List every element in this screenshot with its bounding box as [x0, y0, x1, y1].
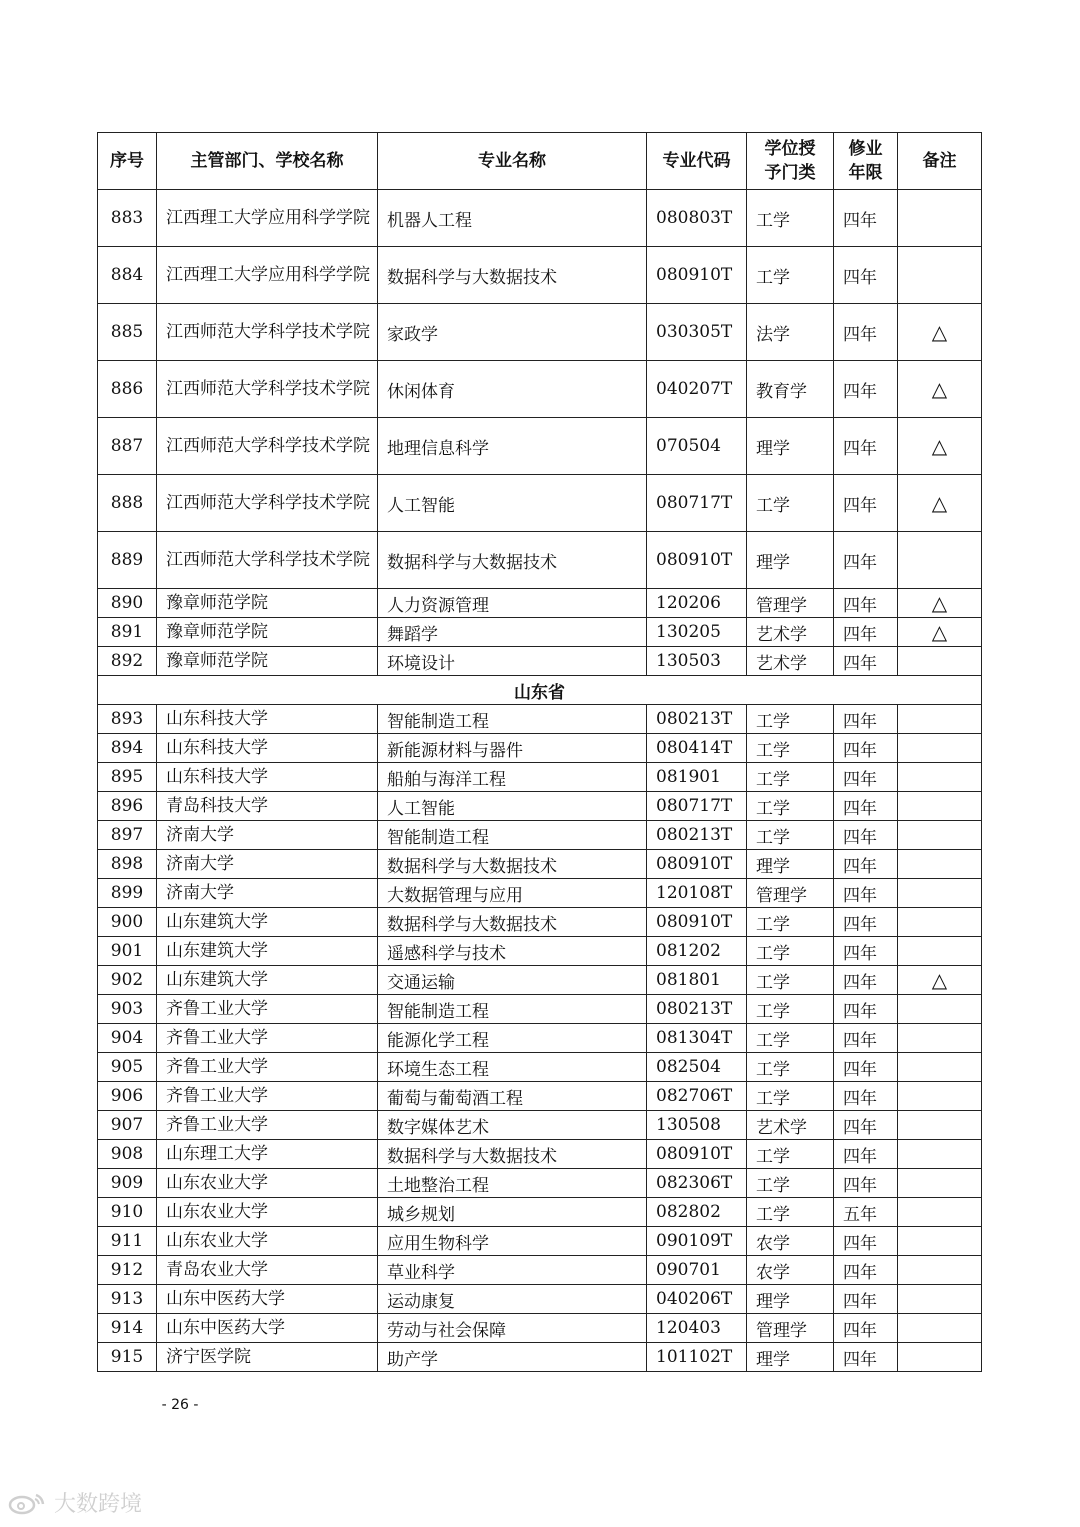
degree-category: 理学	[747, 532, 834, 589]
study-years: 四年	[834, 361, 898, 418]
major-name: 能源化学工程	[378, 1024, 647, 1053]
major-name: 家政学	[378, 304, 647, 361]
study-years: 四年	[834, 734, 898, 763]
table-row	[98, 1053, 982, 1082]
degree-category: 农学	[747, 1256, 834, 1285]
major-code: 080717T	[647, 475, 747, 532]
major-name: 城乡规划	[378, 1198, 647, 1227]
row-number: 892	[98, 647, 157, 676]
table-row	[98, 190, 982, 247]
row-number: 905	[98, 1053, 157, 1082]
school-name: 山东建筑大学	[157, 966, 378, 995]
school-name: 豫章师范学院	[157, 647, 378, 676]
school-name: 山东建筑大学	[157, 937, 378, 966]
degree-category: 教育学	[747, 361, 834, 418]
table-row	[98, 734, 982, 763]
school-name: 江西师范大学科学技术学院	[157, 475, 378, 532]
major-name: 智能制造工程	[378, 821, 647, 850]
row-number: 891	[98, 618, 157, 647]
table-row	[98, 1227, 982, 1256]
major-code: 080910T	[647, 1140, 747, 1169]
col-header-no: 序号	[98, 133, 157, 190]
remark	[898, 1111, 982, 1140]
remark	[898, 647, 982, 676]
table-row	[98, 763, 982, 792]
col-header-note: 备注	[898, 133, 982, 190]
major-name: 船舶与海洋工程	[378, 763, 647, 792]
school-name: 山东农业大学	[157, 1169, 378, 1198]
table-row	[98, 361, 982, 418]
school-name: 江西师范大学科学技术学院	[157, 418, 378, 475]
major-code: 082504	[647, 1053, 747, 1082]
table-row	[98, 1140, 982, 1169]
remark	[898, 792, 982, 821]
remark	[898, 1169, 982, 1198]
degree-category: 工学	[747, 1024, 834, 1053]
major-code: 080910T	[647, 850, 747, 879]
major-code: 081901	[647, 763, 747, 792]
study-years: 四年	[834, 966, 898, 995]
major-code: 080213T	[647, 705, 747, 734]
school-name: 山东科技大学	[157, 734, 378, 763]
degree-category: 工学	[747, 190, 834, 247]
school-name: 江西师范大学科学技术学院	[157, 361, 378, 418]
row-number: 914	[98, 1314, 157, 1343]
remark	[898, 821, 982, 850]
row-number: 900	[98, 908, 157, 937]
study-years: 四年	[834, 1024, 898, 1053]
degree-category: 管理学	[747, 1314, 834, 1343]
row-number: 906	[98, 1082, 157, 1111]
study-years: 四年	[834, 475, 898, 532]
school-name: 青岛科技大学	[157, 792, 378, 821]
major-name: 环境生态工程	[378, 1053, 647, 1082]
school-name: 齐鲁工业大学	[157, 1024, 378, 1053]
table-row	[98, 792, 982, 821]
study-years: 四年	[834, 908, 898, 937]
degree-category: 工学	[747, 908, 834, 937]
major-code: 040206T	[647, 1285, 747, 1314]
major-name: 劳动与社会保障	[378, 1314, 647, 1343]
major-name: 人工智能	[378, 792, 647, 821]
remark	[898, 879, 982, 908]
remark: △	[898, 589, 982, 618]
row-number: 909	[98, 1169, 157, 1198]
remark	[898, 705, 982, 734]
school-name: 山东中医药大学	[157, 1285, 378, 1314]
major-name: 数据科学与大数据技术	[378, 850, 647, 879]
row-number: 912	[98, 1256, 157, 1285]
remark	[898, 1285, 982, 1314]
table-row	[98, 705, 982, 734]
study-years: 四年	[834, 1343, 898, 1372]
major-name: 遥感科学与技术	[378, 937, 647, 966]
table-row	[98, 475, 982, 532]
school-name: 山东建筑大学	[157, 908, 378, 937]
remark: △	[898, 304, 982, 361]
major-name: 智能制造工程	[378, 995, 647, 1024]
major-code: 080910T	[647, 532, 747, 589]
school-name: 山东农业大学	[157, 1227, 378, 1256]
study-years: 四年	[834, 1169, 898, 1198]
major-code: 080213T	[647, 995, 747, 1024]
remark	[898, 1082, 982, 1111]
row-number: 898	[98, 850, 157, 879]
row-number: 894	[98, 734, 157, 763]
study-years: 四年	[834, 1285, 898, 1314]
major-code: 090701	[647, 1256, 747, 1285]
major-name: 数据科学与大数据技术	[378, 1140, 647, 1169]
study-years: 四年	[834, 418, 898, 475]
table-row	[98, 995, 982, 1024]
degree-category: 工学	[747, 1169, 834, 1198]
study-years: 四年	[834, 1256, 898, 1285]
study-years: 四年	[834, 1314, 898, 1343]
table-row	[98, 1024, 982, 1053]
row-number: 887	[98, 418, 157, 475]
remark: △	[898, 361, 982, 418]
degree-category: 管理学	[747, 879, 834, 908]
school-name: 江西师范大学科学技术学院	[157, 532, 378, 589]
school-name: 济宁医学院	[157, 1343, 378, 1372]
school-name: 齐鲁工业大学	[157, 1053, 378, 1082]
remark	[898, 1140, 982, 1169]
remark	[898, 908, 982, 937]
study-years: 四年	[834, 1053, 898, 1082]
major-name: 数据科学与大数据技术	[378, 247, 647, 304]
table-row	[98, 966, 982, 995]
school-name: 江西师范大学科学技术学院	[157, 304, 378, 361]
degree-category: 工学	[747, 966, 834, 995]
row-number: 913	[98, 1285, 157, 1314]
major-code: 090109T	[647, 1227, 747, 1256]
school-name: 山东科技大学	[157, 763, 378, 792]
school-name: 江西理工大学应用科学学院	[157, 247, 378, 304]
study-years: 四年	[834, 1227, 898, 1256]
table-row	[98, 1198, 982, 1227]
major-code: 040207T	[647, 361, 747, 418]
col-header-code: 专业代码	[647, 133, 747, 190]
header-row	[98, 133, 982, 190]
major-name: 环境设计	[378, 647, 647, 676]
watermark-text: 大数跨境	[54, 1492, 143, 1517]
major-name: 运动康复	[378, 1285, 647, 1314]
major-code: 120206	[647, 589, 747, 618]
remark	[898, 247, 982, 304]
study-years: 四年	[834, 821, 898, 850]
remark	[898, 1256, 982, 1285]
row-number: 908	[98, 1140, 157, 1169]
col-header-school: 主管部门、学校名称	[157, 133, 378, 190]
major-name: 智能制造工程	[378, 705, 647, 734]
row-number: 893	[98, 705, 157, 734]
province-row	[98, 676, 982, 705]
table-row	[98, 937, 982, 966]
degree-category: 工学	[747, 1053, 834, 1082]
row-number: 899	[98, 879, 157, 908]
table-row	[98, 418, 982, 475]
study-years: 四年	[834, 705, 898, 734]
major-name: 葡萄与葡萄酒工程	[378, 1082, 647, 1111]
degree-category: 艺术学	[747, 1111, 834, 1140]
study-years: 四年	[834, 589, 898, 618]
col-header-major: 专业名称	[378, 133, 647, 190]
major-code: 120403	[647, 1314, 747, 1343]
major-code: 080213T	[647, 821, 747, 850]
major-code: 082802	[647, 1198, 747, 1227]
row-number: 901	[98, 937, 157, 966]
major-code: 030305T	[647, 304, 747, 361]
school-name: 齐鲁工业大学	[157, 1111, 378, 1140]
row-number: 886	[98, 361, 157, 418]
major-name: 新能源材料与器件	[378, 734, 647, 763]
remark	[898, 1227, 982, 1256]
degree-category: 理学	[747, 1285, 834, 1314]
study-years: 四年	[834, 1082, 898, 1111]
study-years: 五年	[834, 1198, 898, 1227]
degree-category: 艺术学	[747, 618, 834, 647]
study-years: 四年	[834, 1140, 898, 1169]
remark	[898, 1314, 982, 1343]
row-number: 889	[98, 532, 157, 589]
study-years: 四年	[834, 647, 898, 676]
row-number: 903	[98, 995, 157, 1024]
major-name: 大数据管理与应用	[378, 879, 647, 908]
study-years: 四年	[834, 763, 898, 792]
major-name: 应用生物科学	[378, 1227, 647, 1256]
remark	[898, 763, 982, 792]
study-years: 四年	[834, 247, 898, 304]
row-number: 897	[98, 821, 157, 850]
remark	[898, 850, 982, 879]
major-code: 081202	[647, 937, 747, 966]
major-code: 080910T	[647, 247, 747, 304]
row-number: 883	[98, 190, 157, 247]
table-row	[98, 647, 982, 676]
col-header-degree: 学位授 予门类	[747, 133, 834, 190]
major-code: 081801	[647, 966, 747, 995]
degree-category: 工学	[747, 995, 834, 1024]
table-row	[98, 1343, 982, 1372]
remark	[898, 190, 982, 247]
degree-category: 工学	[747, 821, 834, 850]
table-row	[98, 821, 982, 850]
study-years: 四年	[834, 995, 898, 1024]
major-name: 机器人工程	[378, 190, 647, 247]
study-years: 四年	[834, 792, 898, 821]
major-name: 草业科学	[378, 1256, 647, 1285]
major-name: 数据科学与大数据技术	[378, 908, 647, 937]
row-number: 907	[98, 1111, 157, 1140]
remark: △	[898, 618, 982, 647]
major-name: 地理信息科学	[378, 418, 647, 475]
major-code: 081304T	[647, 1024, 747, 1053]
major-code: 070504	[647, 418, 747, 475]
degree-category: 工学	[747, 1140, 834, 1169]
major-name: 交通运输	[378, 966, 647, 995]
school-name: 山东科技大学	[157, 705, 378, 734]
degree-category: 工学	[747, 247, 834, 304]
major-code: 130508	[647, 1111, 747, 1140]
row-number: 888	[98, 475, 157, 532]
school-name: 济南大学	[157, 850, 378, 879]
degree-category: 工学	[747, 937, 834, 966]
row-number: 911	[98, 1227, 157, 1256]
remark	[898, 995, 982, 1024]
degree-category: 法学	[747, 304, 834, 361]
school-name: 济南大学	[157, 879, 378, 908]
table-row	[98, 618, 982, 647]
table-row	[98, 850, 982, 879]
school-name: 山东农业大学	[157, 1198, 378, 1227]
study-years: 四年	[834, 618, 898, 647]
major-name: 人力资源管理	[378, 589, 647, 618]
study-years: 四年	[834, 937, 898, 966]
remark	[898, 937, 982, 966]
major-code: 082706T	[647, 1082, 747, 1111]
remark: △	[898, 966, 982, 995]
table-row	[98, 1169, 982, 1198]
study-years: 四年	[834, 1111, 898, 1140]
school-name: 豫章师范学院	[157, 589, 378, 618]
table-row	[98, 1314, 982, 1343]
major-code: 130205	[647, 618, 747, 647]
row-number: 884	[98, 247, 157, 304]
remark: △	[898, 418, 982, 475]
row-number: 910	[98, 1198, 157, 1227]
table-row	[98, 1082, 982, 1111]
school-name: 青岛农业大学	[157, 1256, 378, 1285]
degree-category: 理学	[747, 850, 834, 879]
remark: △	[898, 475, 982, 532]
majors-table	[97, 132, 982, 1372]
major-code: 080717T	[647, 792, 747, 821]
table-row	[98, 908, 982, 937]
major-name: 土地整治工程	[378, 1169, 647, 1198]
degree-category: 理学	[747, 1343, 834, 1372]
study-years: 四年	[834, 850, 898, 879]
major-code: 080414T	[647, 734, 747, 763]
major-code: 130503	[647, 647, 747, 676]
table-row	[98, 589, 982, 618]
study-years: 四年	[834, 190, 898, 247]
remark	[898, 532, 982, 589]
major-code: 120108T	[647, 879, 747, 908]
table-row	[98, 532, 982, 589]
school-name: 江西理工大学应用科学学院	[157, 190, 378, 247]
row-number: 890	[98, 589, 157, 618]
table-row	[98, 247, 982, 304]
study-years: 四年	[834, 304, 898, 361]
major-code: 080803T	[647, 190, 747, 247]
major-name: 助产学	[378, 1343, 647, 1372]
major-code: 080910T	[647, 908, 747, 937]
degree-category: 工学	[747, 763, 834, 792]
weibo-logo-icon	[8, 1491, 48, 1515]
degree-category: 管理学	[747, 589, 834, 618]
school-name: 山东理工大学	[157, 1140, 378, 1169]
degree-category: 工学	[747, 792, 834, 821]
school-name: 豫章师范学院	[157, 618, 378, 647]
school-name: 山东中医药大学	[157, 1314, 378, 1343]
degree-category: 工学	[747, 1198, 834, 1227]
degree-category: 工学	[747, 734, 834, 763]
watermark	[8, 1487, 142, 1518]
remark	[898, 1053, 982, 1082]
major-code: 101102T	[647, 1343, 747, 1372]
degree-category: 工学	[747, 475, 834, 532]
degree-category: 艺术学	[747, 647, 834, 676]
major-name: 人工智能	[378, 475, 647, 532]
table-row	[98, 304, 982, 361]
degree-category: 工学	[747, 1082, 834, 1111]
col-header-years: 修业 年限	[834, 133, 898, 190]
degree-category: 理学	[747, 418, 834, 475]
study-years: 四年	[834, 879, 898, 908]
row-number: 896	[98, 792, 157, 821]
row-number: 904	[98, 1024, 157, 1053]
degree-category: 工学	[747, 705, 834, 734]
row-number: 902	[98, 966, 157, 995]
row-number: 885	[98, 304, 157, 361]
province-title: 山东省	[98, 676, 982, 705]
remark	[898, 734, 982, 763]
school-name: 济南大学	[157, 821, 378, 850]
major-name: 数据科学与大数据技术	[378, 532, 647, 589]
remark	[898, 1024, 982, 1053]
table-row	[98, 1256, 982, 1285]
major-name: 休闲体育	[378, 361, 647, 418]
study-years: 四年	[834, 532, 898, 589]
page-number: - 26 -	[161, 1397, 199, 1413]
table-row	[98, 1285, 982, 1314]
row-number: 895	[98, 763, 157, 792]
table-row	[98, 1111, 982, 1140]
table-row	[98, 879, 982, 908]
remark	[898, 1343, 982, 1372]
school-name: 齐鲁工业大学	[157, 1082, 378, 1111]
degree-category: 农学	[747, 1227, 834, 1256]
major-code: 082306T	[647, 1169, 747, 1198]
major-name: 数字媒体艺术	[378, 1111, 647, 1140]
school-name: 齐鲁工业大学	[157, 995, 378, 1024]
major-name: 舞蹈学	[378, 618, 647, 647]
row-number: 915	[98, 1343, 157, 1372]
remark	[898, 1198, 982, 1227]
